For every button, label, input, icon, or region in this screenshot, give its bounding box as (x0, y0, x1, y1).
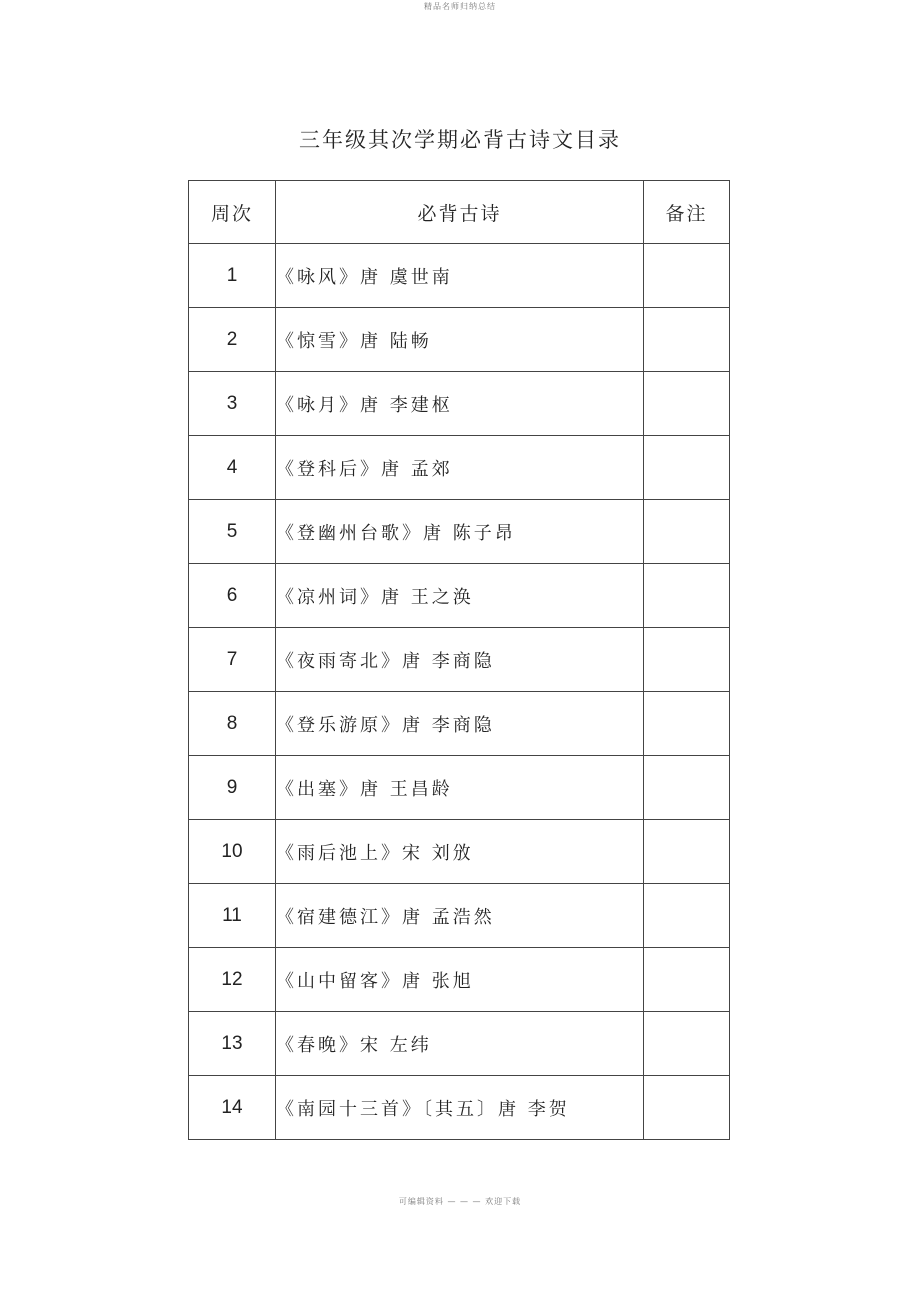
poem-cell: 《雨后池上》宋 刘攽 (276, 820, 644, 884)
note-cell (644, 1076, 730, 1140)
footer-note: 可编辑资料 — — — 欢迎下载 (398, 1197, 522, 1206)
week-cell: 9 (189, 756, 276, 820)
poem-cell: 《春晚》宋 左纬 (276, 1012, 644, 1076)
poem-cell: 《登科后》唐 孟郊 (276, 436, 644, 500)
week-cell: 7 (189, 628, 276, 692)
page-title: 三年级其次学期必背古诗文目录 (299, 128, 621, 152)
header-note: 精品名师归纳总结 (424, 2, 496, 11)
week-cell: 14 (189, 1076, 276, 1140)
table-row (189, 244, 730, 308)
header-note: 备注 (644, 181, 730, 244)
note-cell (644, 372, 730, 436)
week-cell: 6 (189, 564, 276, 628)
table-row (189, 692, 730, 756)
table-row (189, 948, 730, 1012)
week-cell: 3 (189, 372, 276, 436)
week-cell: 12 (189, 948, 276, 1012)
poem-cell: 《登乐游原》唐 李商隐 (276, 692, 644, 756)
week-cell: 2 (189, 308, 276, 372)
table-row (189, 436, 730, 500)
poem-cell: 《南园十三首》〔其五〕唐 李贺 (276, 1076, 644, 1140)
note-cell (644, 820, 730, 884)
table-body (189, 244, 730, 1140)
note-cell (644, 308, 730, 372)
table-row (189, 500, 730, 564)
week-cell: 1 (189, 244, 276, 308)
poem-cell: 《宿建德江》唐 孟浩然 (276, 884, 644, 948)
note-cell (644, 1012, 730, 1076)
table-row (189, 820, 730, 884)
poem-cell: 《山中留客》唐 张旭 (276, 948, 644, 1012)
table-header-row (189, 181, 730, 244)
week-cell: 8 (189, 692, 276, 756)
header-poem: 必背古诗 (276, 181, 644, 244)
week-cell: 5 (189, 500, 276, 564)
note-cell (644, 756, 730, 820)
poem-cell: 《登幽州台歌》唐 陈子昂 (276, 500, 644, 564)
poem-table (188, 180, 730, 1140)
poem-cell: 《夜雨寄北》唐 李商隐 (276, 628, 644, 692)
table-row (189, 756, 730, 820)
table-row (189, 564, 730, 628)
table-row (189, 1076, 730, 1140)
header-week: 周次 (189, 181, 276, 244)
poem-cell: 《惊雪》唐 陆畅 (276, 308, 644, 372)
week-cell: 11 (189, 884, 276, 948)
poem-cell: 《咏月》唐 李建枢 (276, 372, 644, 436)
week-cell: 13 (189, 1012, 276, 1076)
note-cell (644, 564, 730, 628)
week-cell: 10 (189, 820, 276, 884)
table-row (189, 372, 730, 436)
note-cell (644, 692, 730, 756)
poem-cell: 《凉州词》唐 王之涣 (276, 564, 644, 628)
table-row (189, 628, 730, 692)
table-row (189, 308, 730, 372)
note-cell (644, 436, 730, 500)
table-row (189, 1012, 730, 1076)
note-cell (644, 500, 730, 564)
poem-cell: 《咏风》唐 虞世南 (276, 244, 644, 308)
note-cell (644, 628, 730, 692)
poem-cell: 《出塞》唐 王昌龄 (276, 756, 644, 820)
week-cell: 4 (189, 436, 276, 500)
note-cell (644, 884, 730, 948)
note-cell (644, 948, 730, 1012)
table-row (189, 884, 730, 948)
note-cell (644, 244, 730, 308)
